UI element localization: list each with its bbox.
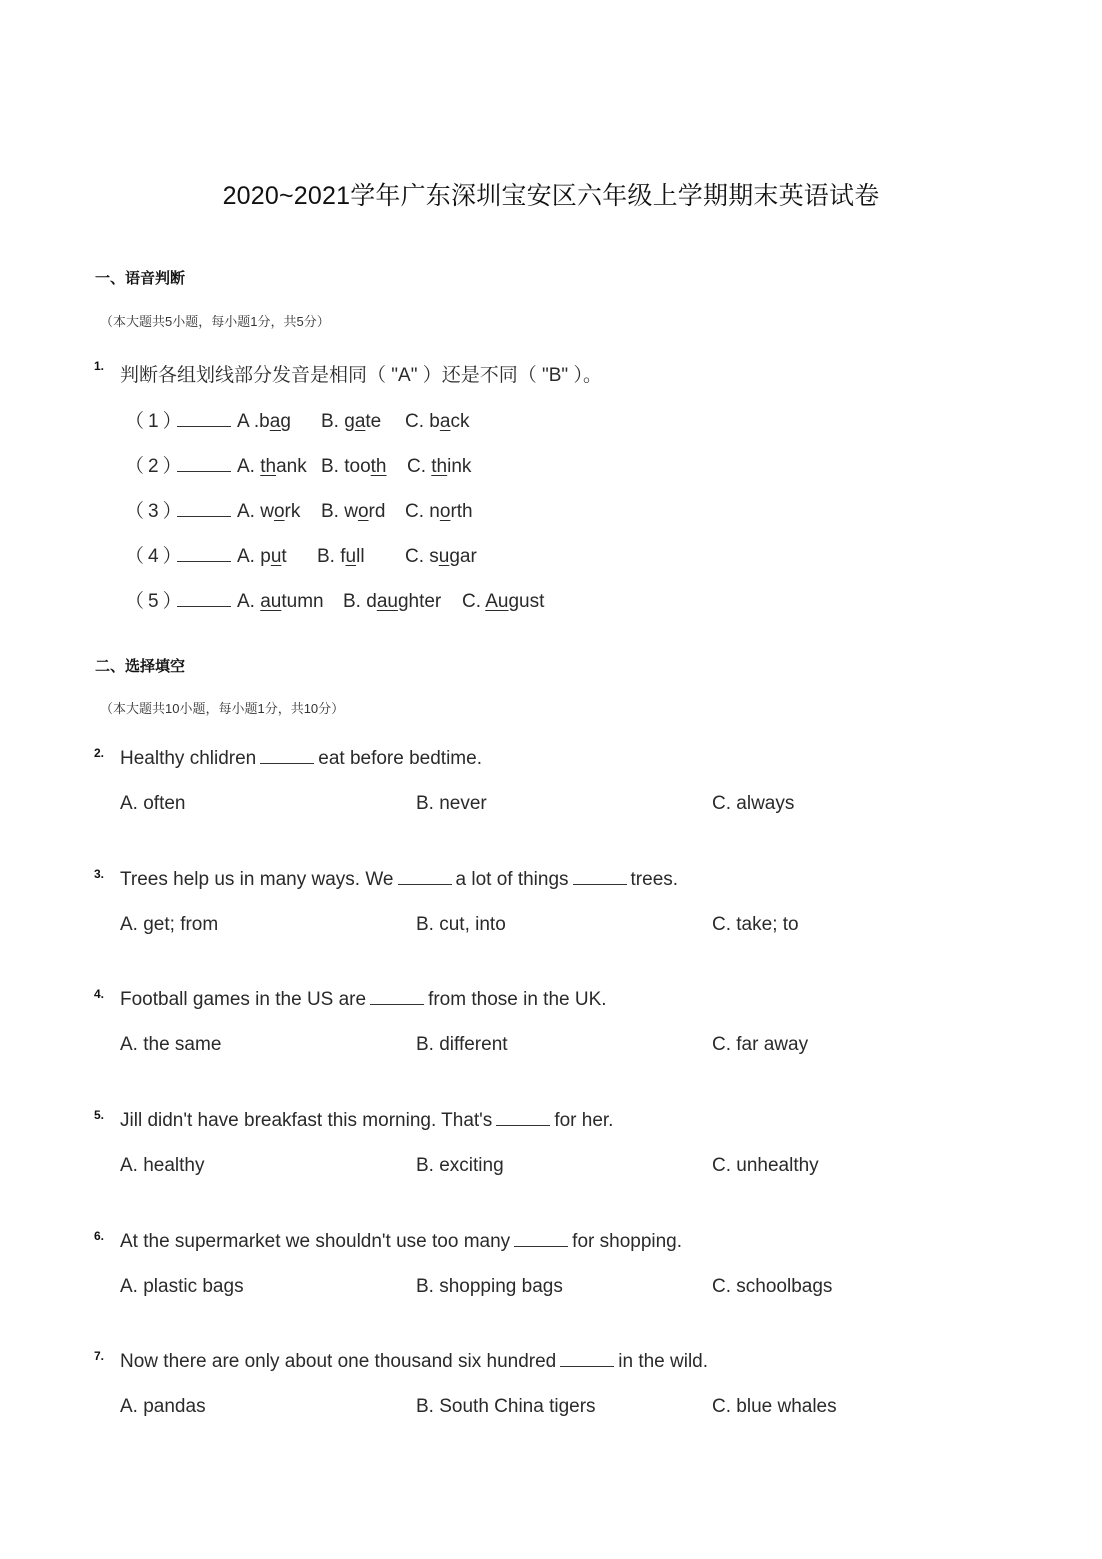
question-1-stem: 判断各组划线部分发音是相同（ "A" ）还是不同（ "B" ）。	[120, 365, 602, 386]
row-label: （4）	[125, 546, 186, 567]
option-a[interactable]: A. pandas	[120, 1396, 206, 1417]
answer-blank[interactable]	[177, 547, 231, 562]
answer-blank[interactable]	[573, 870, 627, 885]
row-label: （2）	[125, 456, 186, 477]
answer-blank[interactable]	[177, 457, 231, 472]
answer-blank[interactable]	[177, 502, 231, 517]
option-a[interactable]: A. the same	[120, 1034, 222, 1055]
question-number: 6.	[94, 1229, 105, 1243]
question-number: 3.	[94, 867, 105, 881]
section-1-heading: 一、语音判断	[95, 270, 186, 287]
phonics-row-2	[125, 451, 471, 478]
option-c: C. back	[405, 411, 470, 432]
option-b[interactable]: B. South China tigers	[416, 1396, 596, 1417]
option-a[interactable]: A. healthy	[120, 1155, 205, 1176]
option-c[interactable]: C. always	[712, 793, 795, 814]
option-b: B. daughter	[343, 591, 442, 612]
option-b[interactable]: B. never	[416, 793, 487, 814]
row-label: （1）	[125, 411, 186, 432]
question-number: 7.	[94, 1349, 105, 1363]
phonics-row-4	[125, 541, 477, 568]
phonics-row-3	[125, 496, 473, 523]
option-c: C. sugar	[405, 546, 477, 567]
option-a[interactable]: A. often	[120, 793, 186, 814]
option-c[interactable]: C. blue whales	[712, 1396, 837, 1417]
question-number: 2.	[94, 746, 105, 760]
section-2-note: （本大题共10小题，每小题1分，共10分）	[100, 701, 345, 716]
answer-blank[interactable]	[260, 749, 314, 764]
option-a: A. thank	[237, 456, 307, 477]
option-c: C. think	[407, 456, 472, 477]
option-c: C. August	[462, 591, 545, 612]
question-stem: Jill didn't have breakfast this morning. That's for her.	[120, 1110, 614, 1131]
phonics-row-1	[125, 406, 469, 433]
answer-blank[interactable]	[514, 1232, 568, 1247]
option-c: C. north	[405, 501, 473, 522]
option-b[interactable]: B. cut, into	[416, 914, 506, 935]
option-c[interactable]: C. far away	[712, 1034, 809, 1055]
question-stem: Football games in the US are from those in the UK.	[120, 989, 607, 1010]
answer-blank[interactable]	[177, 592, 231, 607]
question-number: 1.	[94, 359, 105, 373]
option-b: B. word	[321, 501, 386, 522]
option-c[interactable]: C. unhealthy	[712, 1155, 819, 1176]
phonics-row-5	[125, 586, 544, 613]
answer-blank[interactable]	[177, 412, 231, 427]
answer-blank[interactable]	[370, 990, 424, 1005]
option-b[interactable]: B. different	[416, 1034, 508, 1055]
option-a: A. autumn	[237, 591, 324, 612]
question-number: 5.	[94, 1108, 105, 1122]
question-stem: Now there are only about one thousand six hundred in the wild.	[120, 1351, 709, 1372]
option-b: B. gate	[321, 411, 382, 432]
section-2-heading: 二、选择填空	[95, 658, 186, 675]
answer-blank[interactable]	[398, 870, 452, 885]
option-b: B. full	[317, 546, 365, 567]
answer-blank[interactable]	[496, 1111, 550, 1126]
option-a[interactable]: A. plastic bags	[120, 1276, 244, 1297]
question-stem: Trees help us in many ways. We a lot of things trees.	[120, 869, 679, 890]
option-a: A. put	[237, 546, 287, 567]
answer-blank[interactable]	[560, 1352, 614, 1367]
option-b[interactable]: B. shopping bags	[416, 1276, 563, 1297]
question-number: 4.	[94, 987, 105, 1001]
section-1-note: （本大题共5小题，每小题1分，共5分）	[100, 314, 330, 329]
page-title: 2020~2021学年广东深圳宝安区六年级上学期期末英语试卷	[222, 182, 880, 210]
row-label: （5）	[125, 591, 186, 612]
option-a: A .bag	[237, 411, 291, 432]
option-a[interactable]: A. get; from	[120, 914, 219, 935]
option-b: B. tooth	[321, 456, 387, 477]
question-stem: At the supermarket we shouldn't use too many for shopping.	[120, 1231, 683, 1252]
question-stem: Healthy chlidren eat before bedtime.	[120, 748, 482, 769]
row-label: （3）	[125, 501, 186, 522]
option-b[interactable]: B. exciting	[416, 1155, 504, 1176]
option-c[interactable]: C. take; to	[712, 914, 799, 935]
option-c[interactable]: C. schoolbags	[712, 1276, 833, 1297]
option-a: A. work	[237, 501, 301, 522]
